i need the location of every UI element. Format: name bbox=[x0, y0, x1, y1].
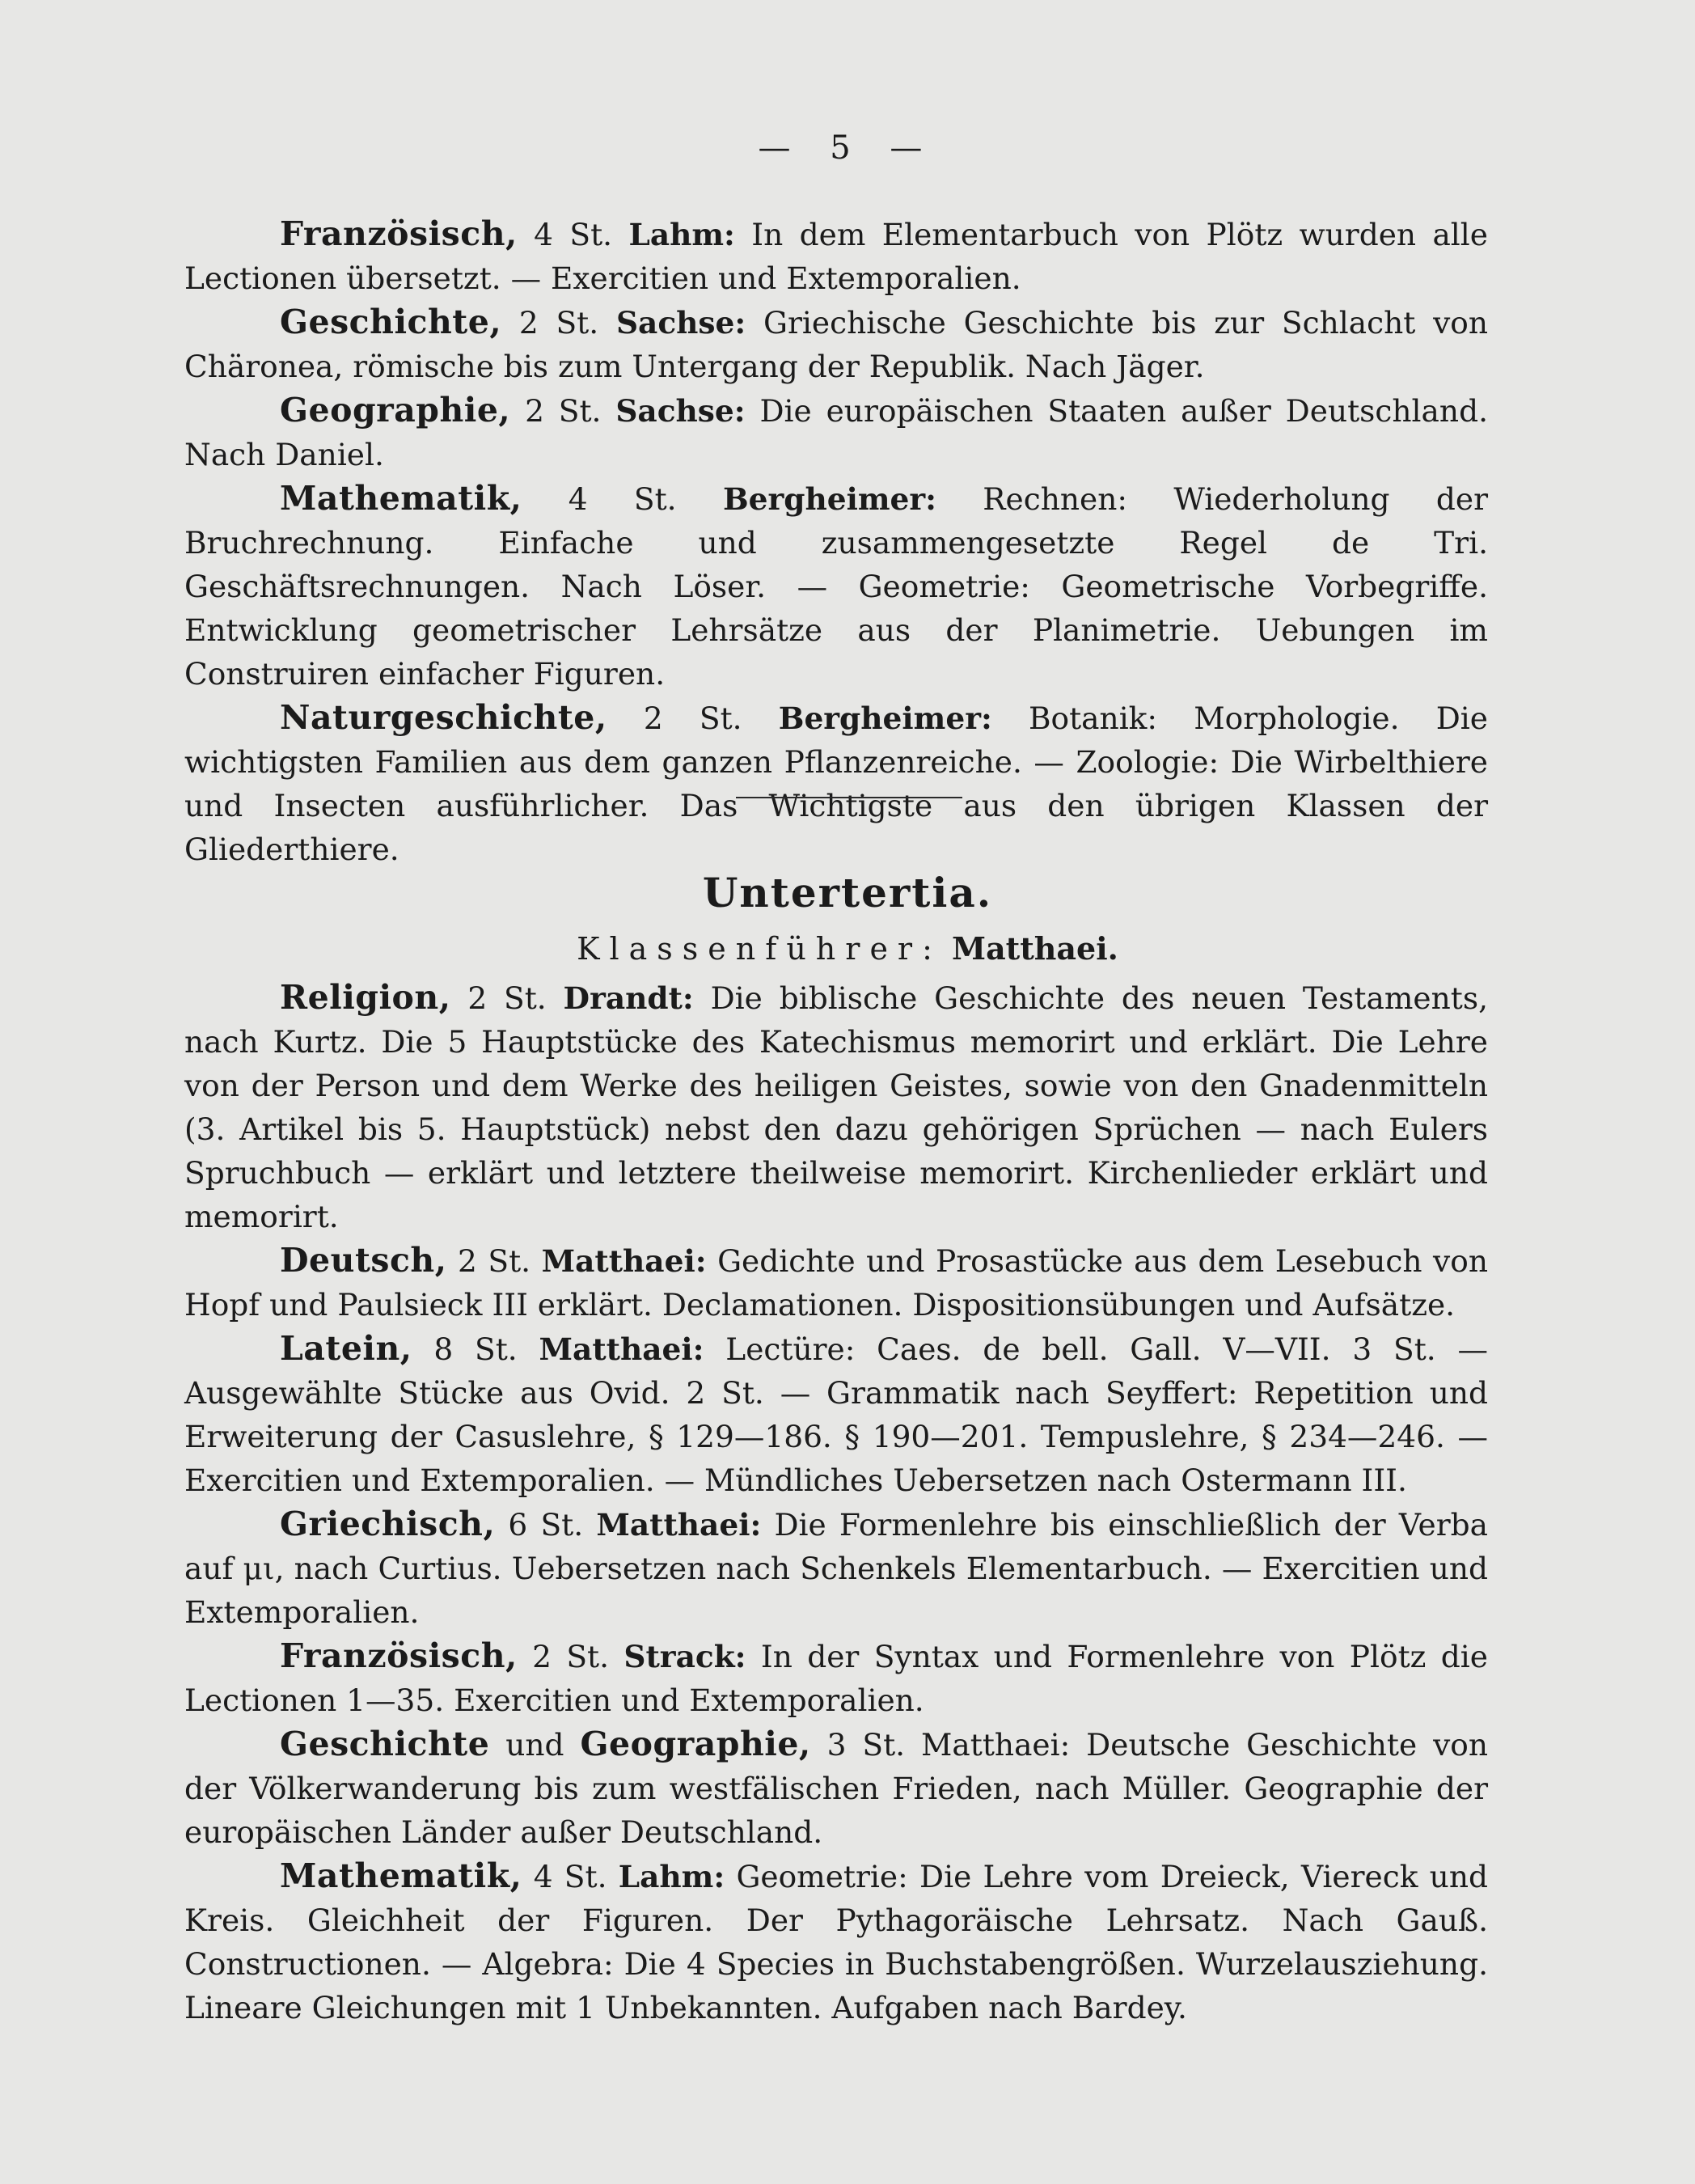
entry-subject: Deutsch, bbox=[280, 1241, 447, 1280]
class-leader-name: Matthaei. bbox=[952, 930, 1118, 967]
section-heading: Untertertia. bbox=[702, 869, 993, 916]
entry-text: Geometrie: Die Lehre vom Dreieck, Viereck und Kreis. Gleichheit der Figuren. Der Pythagoräische Lehrsatz. Nach Gauß. Constructionen. — Algebra: Die 4 Species in Buchstabengrößen. Wurzelausziehung. Lineare Gleichungen mit 1 Unbekannten. Aufgaben nach Bardey. bbox=[184, 1859, 1488, 2025]
entry-hours: 2 St. bbox=[607, 700, 779, 736]
entry-teacher: Sachse: bbox=[615, 305, 746, 341]
entry-teacher: Sachse: bbox=[615, 393, 746, 429]
entry-hours: 2 St. bbox=[446, 1243, 542, 1279]
entry-hours: 2 St. bbox=[510, 393, 616, 429]
entry-subject: Französisch, bbox=[280, 214, 518, 253]
entry-subject: Geschichte bbox=[280, 1725, 490, 1763]
class-leader-label: Klassenführer: bbox=[577, 931, 942, 967]
entry-text: 3 St. Matthaei: Deutsche Geschichte von der Völkerwanderung bis zum westfälischen Frieden, nach Müller. Geographie der europäischen Länder außer Deutschland. bbox=[184, 1727, 1488, 1850]
entry-hours: 2 St. bbox=[517, 1639, 624, 1674]
page-number: — 5 — bbox=[758, 129, 937, 167]
entry-teacher: Drandt: bbox=[563, 980, 694, 1016]
entry-subject: Religion, bbox=[280, 978, 451, 1017]
entry-subject: Griechisch, bbox=[280, 1505, 496, 1543]
entry-text: Lectüre: Caes. de bell. Gall. V—VII. 3 St. — Ausgewählte Stücke aus Ovid. 2 St. — Grammatik nach Seyffert: Repetition und Erweiterung der Casuslehre, § 129—186. § 190—201. Tempuslehre, § 234—246. — Exercitien und Extemporalien. — Mündliches Uebersetzen nach Ostermann III. bbox=[184, 1331, 1488, 1498]
entry-hours: 2 St. bbox=[450, 980, 564, 1016]
entry-teacher: Bergheimer: bbox=[722, 481, 936, 517]
entry-text: Die europäischen Staaten außer Deutschland. Nach Daniel. bbox=[184, 393, 1488, 472]
entry-teacher: Lahm: bbox=[628, 217, 735, 252]
entry-subject: Französisch, bbox=[280, 1636, 518, 1675]
entry-teacher: Matthaei: bbox=[596, 1507, 762, 1543]
entry-geschichte-geographie bbox=[184, 1722, 1488, 1854]
entry-naturgeschichte bbox=[184, 696, 1488, 871]
entry-hours: 2 St. bbox=[501, 305, 616, 341]
entry-subject: Naturgeschichte, bbox=[280, 698, 607, 737]
entry-religion bbox=[184, 976, 1488, 1238]
entry-subject: Mathematik, bbox=[280, 479, 522, 518]
entry-text: Griechische Geschichte bis zur Schlacht von Chäronea, römische bis zum Untergang der Republik. Nach Jäger. bbox=[184, 305, 1488, 384]
section-divider bbox=[736, 797, 962, 798]
entry-text: Rechnen: Wiederholung der Bruchrechnung. Einfache und zusammengesetzte Regel de Tri. Geschäftsrechnungen. Nach Löser. — Geometrie: Geometrische Vorbegriffe. Entwicklung geometrischer Lehrsätze aus der Planimetrie. Uebungen im Construiren einfacher Figuren. bbox=[184, 481, 1488, 692]
entry-teacher: Strack: bbox=[623, 1639, 746, 1674]
entry-franzoesisch bbox=[184, 212, 1488, 300]
entry-subject: Geschichte, bbox=[280, 303, 502, 341]
entry-hours: und bbox=[489, 1727, 581, 1763]
entry-subject: Latein, bbox=[280, 1329, 412, 1368]
entry-subject-second: Geographie, bbox=[580, 1725, 811, 1763]
class-leader-line bbox=[0, 930, 1695, 967]
entry-hours: 8 St. bbox=[412, 1331, 539, 1367]
entry-text: Botanik: Morphologie. Die wichtigsten Familien aus dem ganzen Pflanzenreiche. — Zoologie: Die Wirbelthiere und Insecten ausführlicher. Das Wichtigste aus den übrigen Klassen der Gliederthiere. bbox=[184, 700, 1488, 867]
entry-subject: Geographie, bbox=[280, 391, 511, 430]
entry-subject: Mathematik, bbox=[280, 1856, 522, 1895]
entry-text: Die biblische Geschichte des neuen Testaments, nach Kurtz. Die 5 Hauptstücke des Katechismus memorirt und erklärt. Die Lehre von der Person und dem Werke des heiligen Geistes, sowie von den Gnadenmitteln (3. Artikel bis 5. Hauptstück) nebst den dazu gehörigen Sprüchen — nach Eulers Spruchbuch — erklärt und letztere theilweise memorirt. Kirchenlieder erklärt und memorirt. bbox=[184, 980, 1488, 1234]
entry-griechisch bbox=[184, 1502, 1488, 1634]
entry-text: In der Syntax und Formenlehre von Plötz die Lectionen 1—35. Exercitien und Extemporalien. bbox=[184, 1639, 1488, 1718]
entry-teacher: Matthaei: bbox=[541, 1243, 707, 1279]
entry-text: In dem Elementarbuch von Plötz wurden alle Lectionen übersetzt. — Exercitien und Extemporalien. bbox=[184, 217, 1488, 296]
entry-hours: 4 St. bbox=[522, 1859, 619, 1894]
entry-geschichte bbox=[184, 300, 1488, 388]
entry-text: Gedichte und Prosastücke aus dem Lesebuch von Hopf und Paulsieck III erklärt. Declamationen. Dispositionsübungen und Aufsätze. bbox=[184, 1243, 1488, 1323]
top-section bbox=[184, 212, 1488, 871]
entry-hours: 4 St. bbox=[517, 217, 629, 252]
bottom-section bbox=[184, 976, 1488, 2030]
entry-deutsch bbox=[184, 1238, 1488, 1327]
entry-mathematik-untertertia bbox=[184, 1854, 1488, 2030]
entry-latein bbox=[184, 1327, 1488, 1502]
entry-teacher: Lahm: bbox=[618, 1859, 725, 1894]
entry-geographie bbox=[184, 388, 1488, 476]
entry-franzoesisch-untertertia bbox=[184, 1634, 1488, 1722]
entry-text: Die Formenlehre bis einschließlich der Verba auf μι, nach Curtius. Uebersetzen nach Schenkels Elementarbuch. — Exercitien und Extemporalien. bbox=[184, 1507, 1488, 1630]
entry-hours: 6 St. bbox=[495, 1507, 597, 1543]
entry-hours: 4 St. bbox=[522, 481, 723, 517]
entry-teacher: Bergheimer: bbox=[778, 700, 992, 736]
entry-teacher: Matthaei: bbox=[539, 1331, 704, 1367]
entry-mathematik bbox=[184, 476, 1488, 696]
